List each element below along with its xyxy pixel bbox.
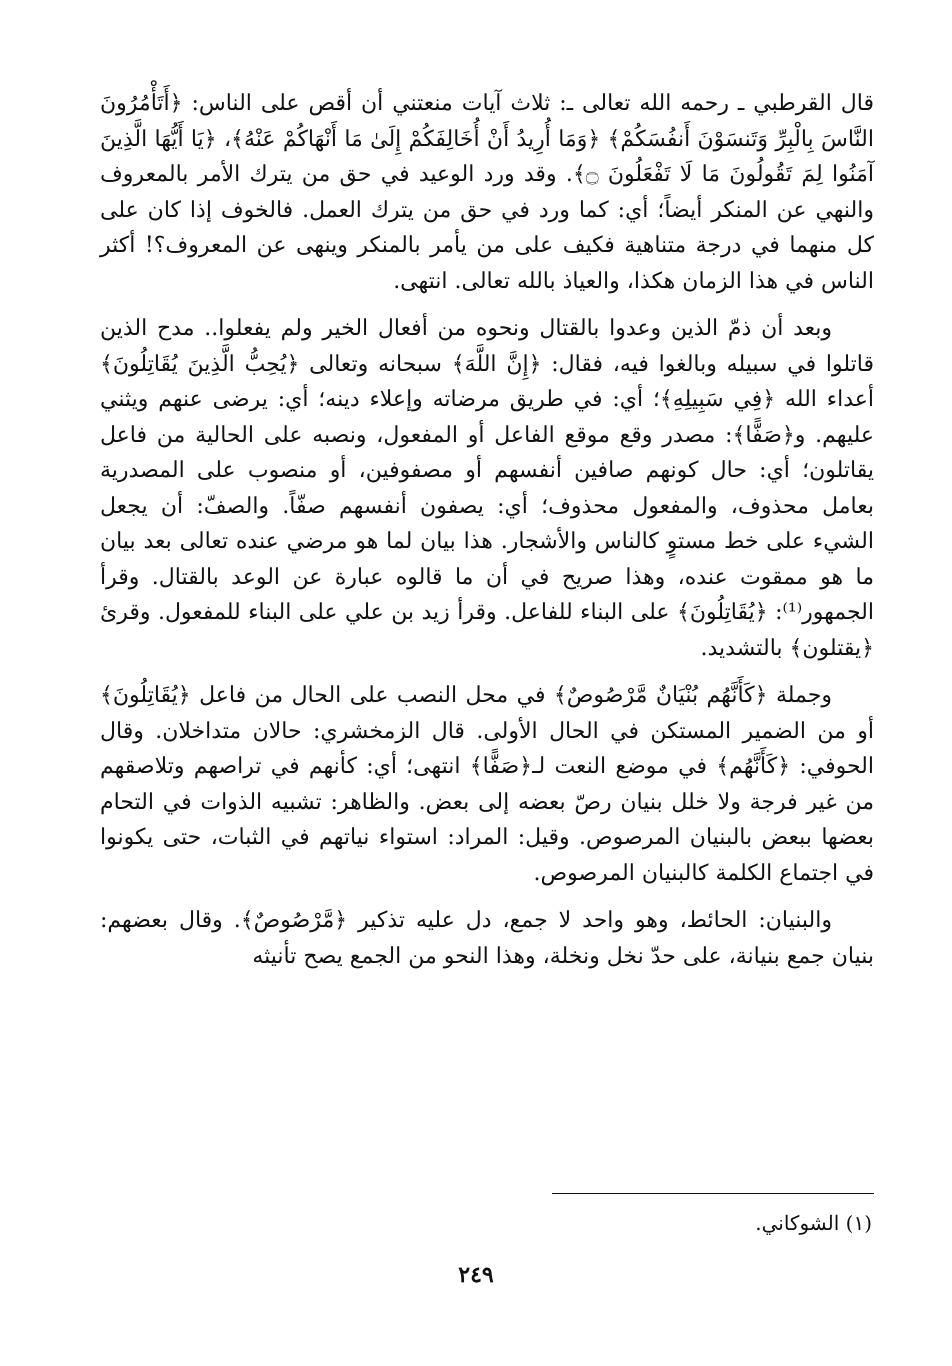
footnote-divider	[552, 1193, 874, 1194]
paragraph-2: وبعد أن ذمّ الذين وعدوا بالقتال ونحوه من أفعال الخير ولم يفعلوا.. مدح الذين قاتلوا في سبيله وبالغوا فيه، فقال: ﴿إِنَّ اللَّهَ﴾ سبحانه وتعالى ﴿يُحِبُّ الَّذِينَ يُقَاتِلُونَ﴾ أعداء الله ﴿فِي سَبِيلِهِ﴾؛ أي: في طريق مرضاته وإعلاء دينه؛ أي: يرضى عنهم ويثني عليهم. و﴿صَفًّا﴾: مصدر وقع موقع الفاعل أو المفعول، ونصبه على الحالية من فاعل يقاتلون؛ أي: حال كونهم صافين أنفسهم أو مصفوفين، أو منصوب على المصدرية بعامل محذوف، والمفعول محذوف؛ أي: يصفون أنفسهم صفّاً. والصفّ: أن يجعل الشيء على خط مستوٍ كالناس والأشجار. هذا بيان لما هو مرضي عنده تعالى بعد بيان ما هو ممقوت عنده، وهذا صريح في أن ما قالوه عبارة عن الوعد بالقتال. وقرأ الجمهور⁽¹⁾: ﴿يُقَاتِلُونَ﴾ على البناء للفاعل. وقرأ زيد بن علي على البناء للمفعول. وقرئ ﴿يقتلون﴾ بالتشديد.	[100, 316, 874, 661]
page-number: ٢٤٩	[458, 1262, 494, 1288]
paragraph-3: وجملة ﴿كَأَنَّهُم بُنْيَانٌ مَّرْصُوصٌ﴾ في محل النصب على الحال من فاعل ﴿يُقَاتِلُونَ﴾ أو من الضمير المستكن في الحال الأولى. قال الزمخشري: حالان متداخلان. وقال الحوفي: ﴿كَأَنَّهُم﴾ في موضع النعت لـ﴿صَفًّا﴾ انتهى؛ أي: كأنهم في تراصهم وتلاصقهم من غير فرجة ولا خلل بنيان رصّ بعضه إلى بعض. والظاهر: تشبيه الذوات في التحام بعضها ببعض بالبنيان المرصوص. وقيل: المراد: استواء نياتهم في الثبات، حتى يكونوا في اجتماع الكلمة كالبنيان المرصوص.	[100, 683, 875, 886]
footnote: (١) الشوكاني.	[755, 1211, 872, 1235]
paragraph-1: قال القرطبي ـ رحمه الله تعالى ـ: ثلاث آيات منعتني أن أقص على الناس: ﴿أَتَأْمُرُونَ النَّاسَ بِالْبِرِّ وَتَنسَوْنَ أَنفُسَكُمْ﴾ ﴿وَمَا أُرِيدُ أَنْ أُخَالِفَكُمْ إِلَىٰ مَا أَنْهَاكُمْ عَنْهُ﴾، ﴿يَا أَيُّهَا الَّذِينَ آمَنُوا لِمَ تَقُولُونَ مَا لَا تَفْعَلُونَ ۝﴾. وقد ورد الوعيد في حق من يترك الأمر بالمعروف والنهي عن المنكر أيضاً؛ أي: كما ورد في حق من يترك العمل. فالخوف إذا كان على كل منهما في درجة متناهية فكيف على من يأمر بالمنكر وينهى عن المعروف؟! أكثر الناس في هذا الزمان هكذا، والعياذ بالله تعالى. انتهى.	[100, 91, 874, 294]
paragraph-4: والبنيان: الحائط، وهو واحد لا جمع، دل عليه تذكير ﴿مَّرْصُوصٌ﴾. وقال بعضهم: بنيان جمع بنيانة، على حدّ نخل ونخلة، وهذا النحو من الجمع يصح تأنيثه	[100, 908, 874, 969]
page-body	[100, 86, 874, 974]
